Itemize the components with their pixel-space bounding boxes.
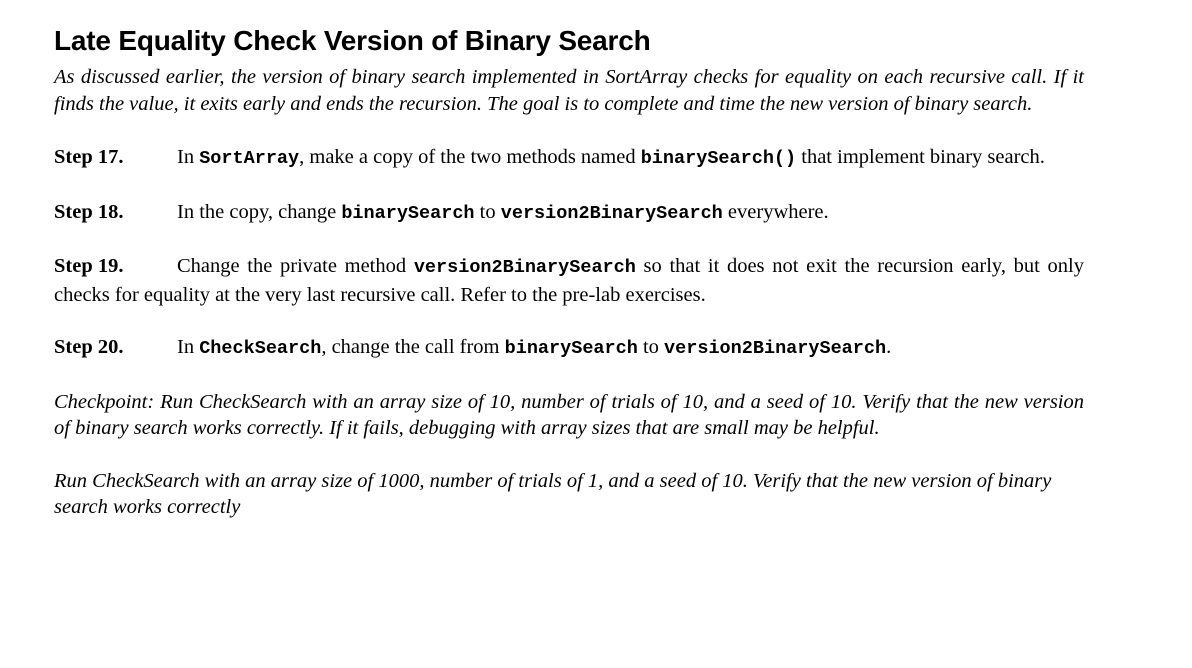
step-19-text-2: so that it does not exit the recursion early, but only checks for equality at the very last recursive call. Refer to the pre-lab exercises. — [54, 255, 1084, 306]
step-19 — [54, 253, 1084, 308]
step-20-text-3: to — [637, 336, 665, 358]
step-19-label: Step 19. — [54, 255, 124, 277]
step-20 — [54, 334, 1084, 363]
step-20-code-2: binarySearch — [504, 338, 638, 359]
step-18-code-2: version2BinarySearch — [500, 202, 723, 224]
step-20-text-1: In — [177, 336, 200, 358]
intro-paragraph: As discussed earlier, the version of binary search implemented in SortArray checks for equality on each recursive call. If it finds the value, it exits early and ends the recursion. The goal is to complete and time the new version of binary search. — [54, 66, 1084, 115]
step-19-code-1: version2BinarySearch — [413, 257, 636, 278]
step-17-code-2: binarySearch() — [640, 148, 797, 169]
step-18-code-1: binarySearch — [341, 202, 475, 224]
step-18-text-1: In the copy, change — [177, 200, 342, 223]
checkpoint-paragraph: Checkpoint: Run CheckSearch with an array size of 10, number of trials of 10, and a seed of 10. Verify that the new version of binary search works correctly. If it fails, debugging with array sizes that are small may be helpful. — [54, 390, 1084, 439]
step-18 — [54, 199, 1084, 228]
step-20-label: Step 20. — [54, 336, 124, 358]
step-17-text-1: In — [177, 146, 200, 168]
step-17-text-3: that implement binary search. — [796, 146, 1045, 168]
step-17-text-2: , make a copy of the two methods named — [299, 146, 641, 168]
step-17-label: Step 17. — [54, 146, 124, 168]
section-heading: Late Equality Check Version of Binary Search — [54, 25, 651, 56]
step-20-text-2: , change the call from — [321, 336, 505, 358]
step-18-text-2: to — [474, 200, 501, 223]
step-20-code-1: CheckSearch — [199, 338, 322, 359]
final-paragraph: Run CheckSearch with an array size of 1000, number of trials of 1, and a seed of 10. Verify that the new version of binary search works correctly — [54, 469, 1052, 518]
step-19-text-1: Change the private method — [177, 255, 414, 277]
step-20-code-3: version2BinarySearch — [664, 338, 887, 359]
step-18-label: Step 18. — [54, 200, 124, 223]
step-18-text-3: everywhere. — [722, 200, 829, 223]
step-17-code-1: SortArray — [199, 148, 300, 169]
step-20-text-4: . — [886, 336, 892, 358]
step-17 — [54, 144, 1084, 173]
document-page — [54, 22, 1084, 521]
